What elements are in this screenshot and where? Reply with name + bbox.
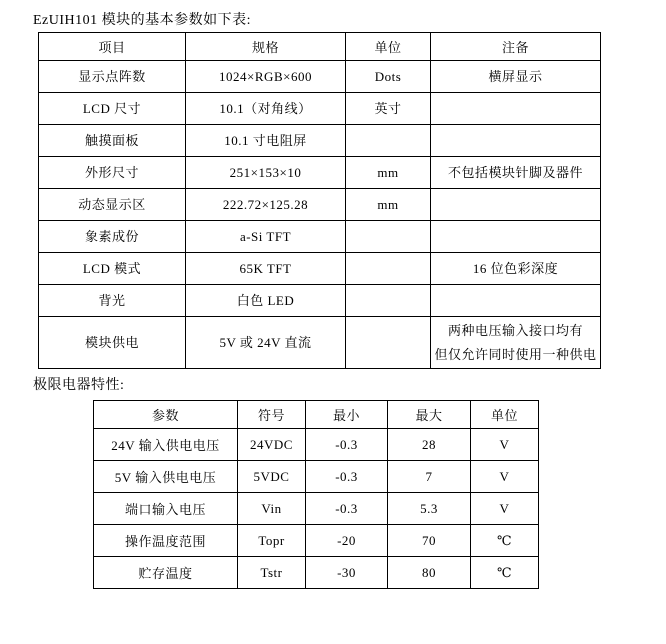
table-cell: V: [471, 493, 539, 525]
column-header: 注备: [431, 33, 601, 61]
basic-params-table-body: [39, 61, 601, 369]
table-cell: LCD 尺寸: [39, 93, 186, 125]
table-row: [39, 157, 601, 189]
table-row: [94, 557, 539, 589]
column-header: 参数: [94, 401, 238, 429]
table-cell: [431, 285, 601, 317]
table-cell: -0.3: [306, 493, 388, 525]
basic-params-title: EzUIH101 模块的基本参数如下表:: [33, 13, 252, 28]
table-row: [39, 93, 601, 125]
table-cell: 触摸面板: [39, 125, 186, 157]
table-cell: [346, 317, 431, 369]
table-cell: a-Si TFT: [186, 221, 346, 253]
table-cell: 模块供电: [39, 317, 186, 369]
table-cell: 5VDC: [238, 461, 306, 493]
table-cell: V: [471, 461, 539, 493]
limit-characteristics-title: 极限电器特性:: [33, 378, 125, 393]
table-cell: 白色 LED: [186, 285, 346, 317]
column-header: 最大: [388, 401, 471, 429]
table-cell: 5.3: [388, 493, 471, 525]
table-cell: mm: [346, 189, 431, 221]
table-cell: [431, 189, 601, 221]
table-cell: 24VDC: [238, 429, 306, 461]
column-header: 最小: [306, 401, 388, 429]
basic-params-table: [38, 32, 601, 369]
table-cell: 222.72×125.28: [186, 189, 346, 221]
column-header: 项目: [39, 33, 186, 61]
table-row: [39, 253, 601, 285]
table-cell: 24V 输入供电电压: [94, 429, 238, 461]
table-row: [94, 429, 539, 461]
table-cell: ℃: [471, 525, 539, 557]
column-header: 规格: [186, 33, 346, 61]
table-cell: 端口输入电压: [94, 493, 238, 525]
table-row: [39, 61, 601, 93]
limit-characteristics-table-body: [94, 429, 539, 589]
table-cell: [346, 125, 431, 157]
table-row: [94, 493, 539, 525]
table-cell: V: [471, 429, 539, 461]
table-cell: 外形尺寸: [39, 157, 186, 189]
table-cell: [431, 93, 601, 125]
table-cell: 1024×RGB×600: [186, 61, 346, 93]
table-cell: 两种电压输入接口均有 但仅允许同时使用一种供电: [431, 317, 601, 369]
table-row: [94, 461, 539, 493]
table-row: [39, 189, 601, 221]
table-cell: 65K TFT: [186, 253, 346, 285]
table-cell: -30: [306, 557, 388, 589]
table-cell: 5V 输入供电电压: [94, 461, 238, 493]
table-row: [39, 221, 601, 253]
table-cell: LCD 模式: [39, 253, 186, 285]
table-cell: 象素成份: [39, 221, 186, 253]
table-cell: Tstr: [238, 557, 306, 589]
table-cell: 操作温度范围: [94, 525, 238, 557]
table-cell: -0.3: [306, 461, 388, 493]
table-cell: -0.3: [306, 429, 388, 461]
table-cell: 5V 或 24V 直流: [186, 317, 346, 369]
table-cell: 7: [388, 461, 471, 493]
table-cell: 70: [388, 525, 471, 557]
table-cell: 80: [388, 557, 471, 589]
table-cell: Topr: [238, 525, 306, 557]
table-row: [39, 285, 601, 317]
table-cell: Dots: [346, 61, 431, 93]
table-cell: 10.1 寸电阻屏: [186, 125, 346, 157]
column-header: 符号: [238, 401, 306, 429]
table-cell: 动态显示区: [39, 189, 186, 221]
table-cell: 10.1（对角线）: [186, 93, 346, 125]
table-row: [39, 317, 601, 369]
table-cell: -20: [306, 525, 388, 557]
table-cell: 28: [388, 429, 471, 461]
table-cell: mm: [346, 157, 431, 189]
table-cell: [431, 221, 601, 253]
table-cell: [431, 125, 601, 157]
table-cell: ℃: [471, 557, 539, 589]
table-cell: 显示点阵数: [39, 61, 186, 93]
header-row: [39, 33, 601, 61]
table-cell: [346, 253, 431, 285]
table-cell: 背光: [39, 285, 186, 317]
table-cell: [346, 221, 431, 253]
header-row: [94, 401, 539, 429]
table-cell: 横屏显示: [431, 61, 601, 93]
limit-characteristics-table: [93, 400, 539, 589]
table-cell: 16 位色彩深度: [431, 253, 601, 285]
table-cell: 不包括模块针脚及器件: [431, 157, 601, 189]
table-cell: 贮存温度: [94, 557, 238, 589]
table-cell: Vin: [238, 493, 306, 525]
table-cell: 251×153×10: [186, 157, 346, 189]
column-header: 单位: [346, 33, 431, 61]
limit-characteristics-table-header: [94, 401, 539, 429]
table-cell: 英寸: [346, 93, 431, 125]
table-row: [39, 125, 601, 157]
table-cell: [346, 285, 431, 317]
basic-params-table-header: [39, 33, 601, 61]
table-row: [94, 525, 539, 557]
column-header: 单位: [471, 401, 539, 429]
